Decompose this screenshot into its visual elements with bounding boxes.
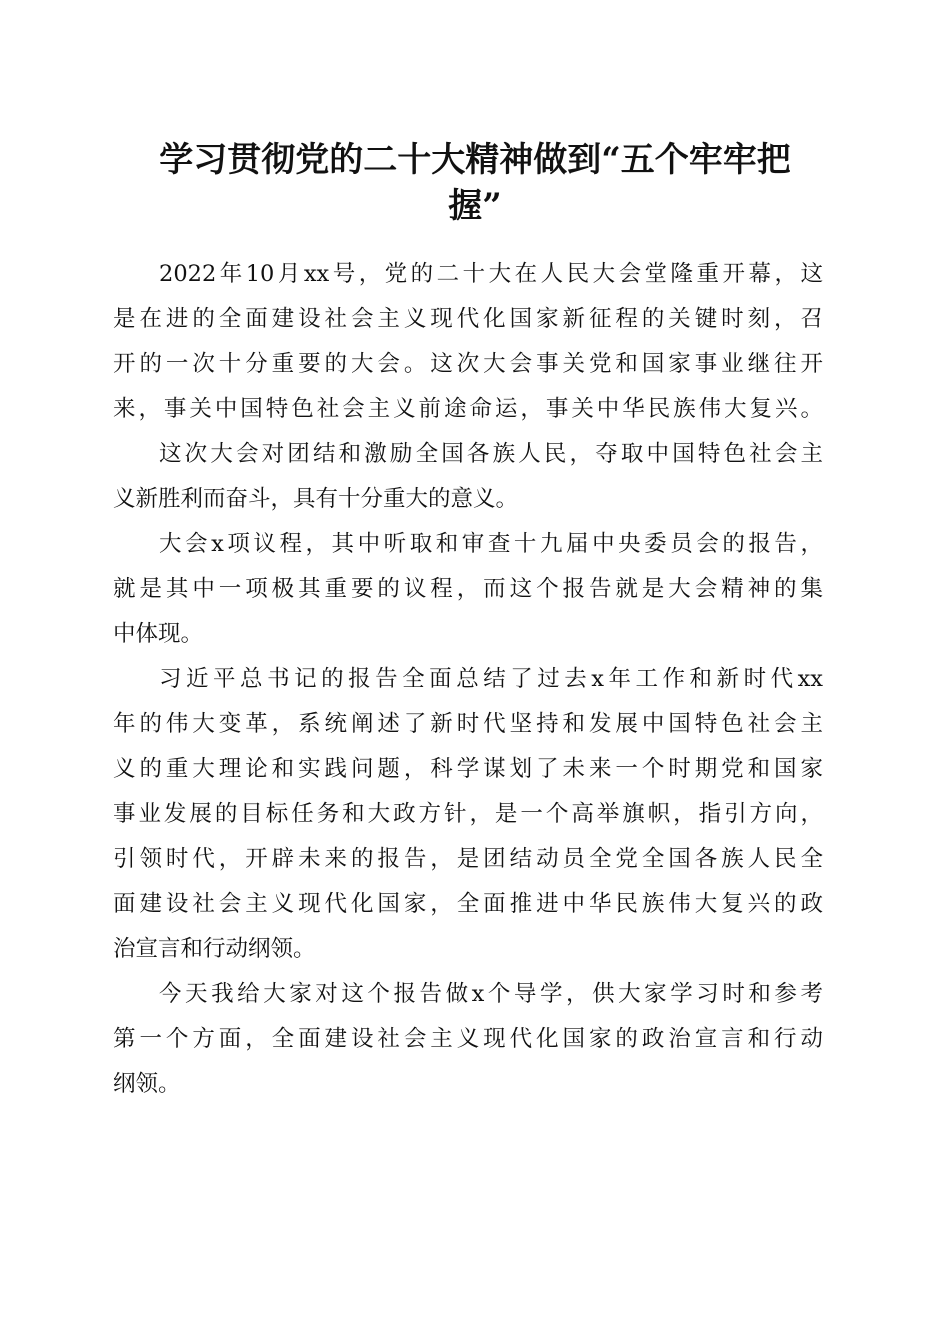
paragraph [113, 432, 823, 522]
text-line: 事业发展的目标任务和大政方针，是一个高举旗帜，指引方向， [113, 801, 823, 827]
text-line: 面建设社会主义现代化国家，全面推进中华民族伟大复兴的政 [113, 891, 823, 917]
text-line: 纲领。 [113, 1071, 181, 1097]
paragraph [113, 252, 823, 432]
text-line: 2022年10月xx号，党的二十大在人民大会堂隆重开幕，这 [159, 261, 823, 287]
text-line: 义的重大理论和实践问题，科学谋划了未来一个时期党和国家 [113, 756, 823, 782]
text-line: 年的伟大变革，系统阐述了新时代坚持和发展中国特色社会主 [113, 711, 823, 737]
text-line: 今天我给大家对这个报告做x个导学，供大家学习时和参考 [159, 981, 823, 1007]
text-line: 就是其中一项极其重要的议程，而这个报告就是大会精神的集 [113, 576, 823, 602]
text-line: 这次大会对团结和激励全国各族人民，夺取中国特色社会主 [159, 441, 823, 467]
document-body [113, 252, 823, 1107]
text-line: 开的一次十分重要的大会。这次大会事关党和国家事业继往开 [113, 351, 823, 377]
paragraph [113, 657, 823, 972]
document-title [100, 137, 850, 229]
paragraph [113, 522, 823, 657]
title-line: 握” [448, 186, 502, 226]
paragraph [113, 972, 823, 1107]
text-line: 是在进的全面建设社会主义现代化国家新征程的关键时刻，召 [113, 306, 823, 332]
title-line: 学习贯彻党的二十大精神做到“五个牢牢把 [159, 140, 791, 180]
text-line: 大会x项议程，其中听取和审查十九届中央委员会的报告， [159, 531, 823, 557]
text-line: 义新胜利而奋斗，具有十分重大的意义。 [113, 486, 519, 512]
text-line: 第一个方面，全面建设社会主义现代化国家的政治宣言和行动 [113, 1026, 823, 1052]
text-line: 中体现。 [113, 621, 204, 647]
text-line: 来，事关中国特色社会主义前途命运，事关中华民族伟大复兴。 [113, 396, 823, 422]
text-line: 治宣言和行动纲领。 [113, 936, 316, 962]
text-line: 引领时代，开辟未来的报告，是团结动员全党全国各族人民全 [113, 846, 823, 872]
text-line: 习近平总书记的报告全面总结了过去x年工作和新时代xx [159, 666, 823, 692]
